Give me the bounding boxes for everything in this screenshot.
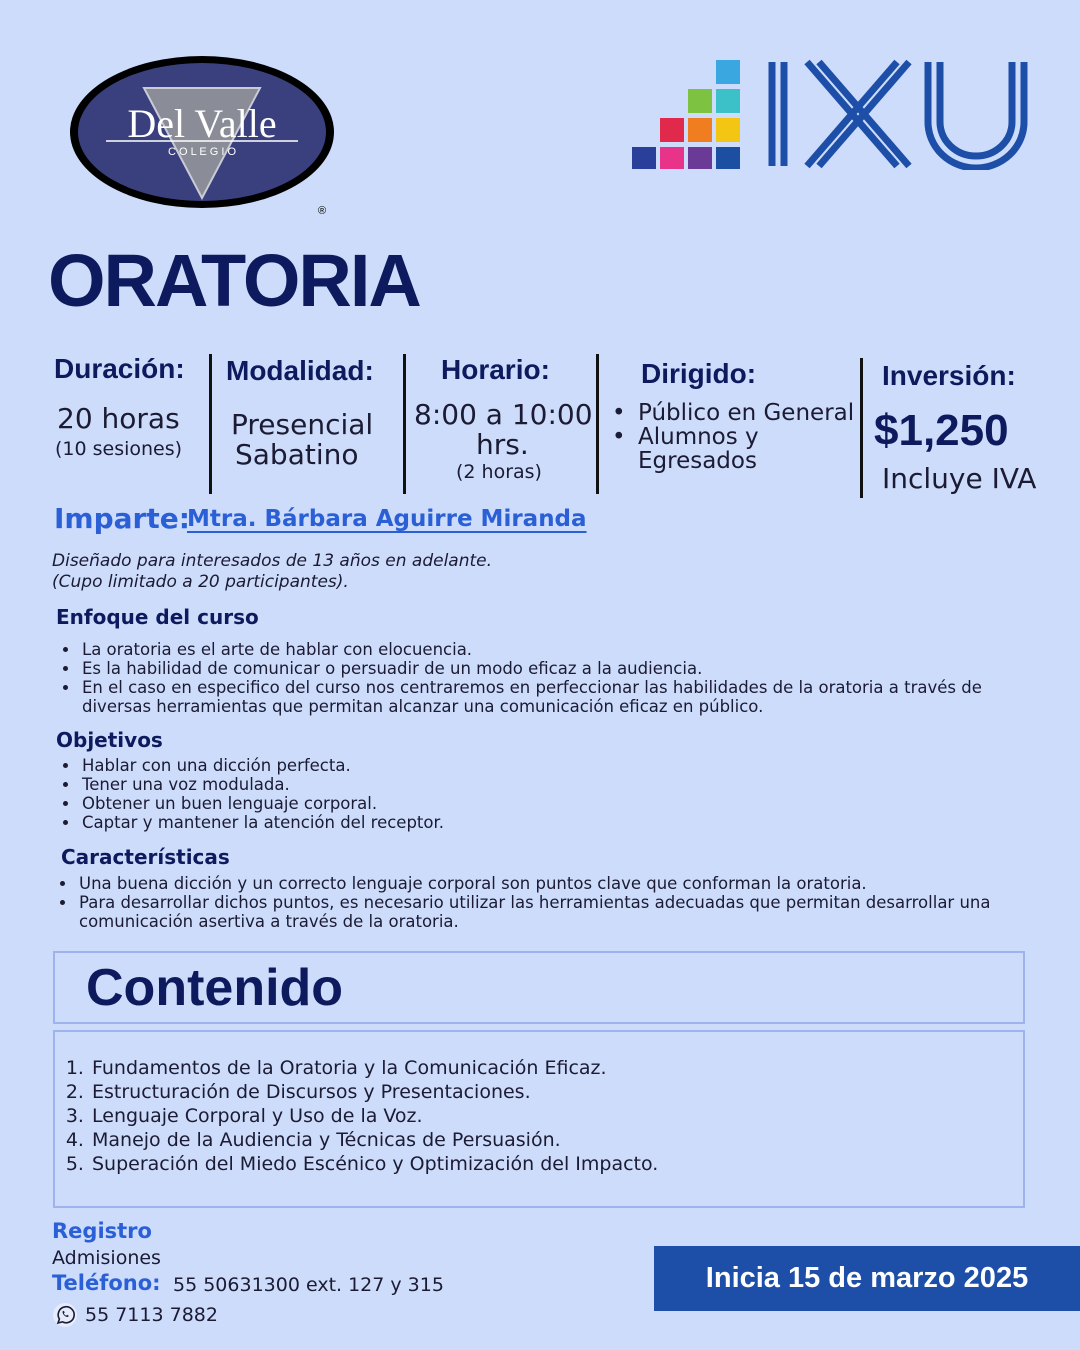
contenido-list — [70, 1056, 658, 1176]
list-item: • La oratoria es el arte de hablar con elocuencia. — [80, 640, 1040, 659]
ixu-logo — [632, 58, 1032, 170]
horario-line1: 8:00 a 10:00 — [414, 398, 593, 431]
enfoque-list — [56, 640, 1040, 716]
enfoque-heading: Enfoque del curso — [56, 605, 259, 629]
column-divider — [860, 358, 863, 498]
whatsapp-number[interactable]: 55 7113 7882 — [85, 1304, 218, 1326]
registered-mark: ® — [317, 205, 327, 217]
intro-line1: Diseñado para interesados de 13 años en adelante. — [52, 551, 493, 571]
list-item: Egresados — [638, 448, 757, 474]
horario-label: Horario: — [441, 354, 550, 385]
caracteristicas-list — [53, 874, 1017, 931]
horario-note: (2 horas) — [456, 461, 542, 483]
list-item: • Captar y mantener la atención del receptor. — [80, 813, 1040, 832]
column-divider — [403, 354, 406, 494]
list-item: 3. Lenguaje Corporal y Uso de la Voz. — [90, 1104, 658, 1128]
imparte-label: Imparte: — [54, 502, 190, 535]
list-item: • Alumnos y — [612, 424, 759, 450]
modalidad-line2: Sabatino — [235, 438, 359, 471]
modalidad-label: Modalidad: — [226, 355, 374, 386]
intro-line2: (Cupo limitado a 20 participantes). — [52, 572, 349, 592]
price: $1,250 — [874, 406, 1009, 455]
start-date: Inicia 15 de marzo 2025 — [705, 1262, 1029, 1294]
telefono-label: Teléfono: — [52, 1271, 161, 1295]
dirigido-label: Dirigido: — [641, 358, 757, 389]
price-note: Incluye IVA — [882, 462, 1037, 495]
caracteristicas-heading: Características — [61, 845, 230, 869]
instructor-link[interactable]: Mtra. Bárbara Aguirre Miranda — [187, 506, 587, 532]
list-item: • Es la habilidad de comunicar o persuadir de un modo eficaz a la audiencia. — [80, 659, 1040, 678]
list-item: 2. Estructuración de Discursos y Presentaciones. — [90, 1080, 658, 1104]
school-name: Del Valle — [127, 101, 277, 146]
school-subtitle: C O L E G I O — [167, 146, 237, 158]
list-item: • Para desarrollar dichos puntos, es necesario utilizar las herramientas adecuadas que permitan desarrollar una comunicación asertiva a través de la oratoria. — [77, 893, 1017, 931]
list-item: • Una buena dicción y un correcto lenguaje corporal son puntos clave que conforman la oratoria. — [77, 874, 1017, 893]
modalidad-line1: Presencial — [231, 408, 374, 441]
page-title: ORATORIA — [48, 239, 420, 322]
objetivos-list — [56, 756, 1040, 832]
list-item: 1. Fundamentos de la Oratoria y la Comunicación Eficaz. — [90, 1056, 658, 1080]
del-valle-logo — [66, 52, 338, 218]
objetivos-heading: Objetivos — [56, 728, 163, 752]
registro-sub: Admisiones — [52, 1247, 161, 1269]
duracion-value: 20 horas — [57, 402, 180, 435]
horario-line2: hrs. — [476, 428, 529, 461]
list-item: 5. Superación del Miedo Escénico y Optimización del Impacto. — [90, 1152, 658, 1176]
list-item: • Hablar con una dicción perfecta. — [80, 756, 1040, 775]
duracion-label: Duración: — [54, 353, 185, 384]
phone-number[interactable]: 55 50631300 ext. 127 y 315 — [173, 1274, 444, 1296]
contenido-heading: Contenido — [86, 959, 344, 1017]
list-item: 4. Manejo de la Audiencia y Técnicas de Persuasión. — [90, 1128, 658, 1152]
list-item: • Tener una voz modulada. — [80, 775, 1040, 794]
list-item: • En el caso en especifico del curso nos centraremos en perfeccionar las habilidades de la oratoria a través de diversas herramientas que permitan alcanzar una comunicación eficaz en público. — [80, 678, 1040, 716]
list-item: • Público en General — [612, 400, 855, 426]
inversion-label: Inversión: — [882, 360, 1016, 391]
column-divider — [596, 354, 599, 494]
start-date-banner — [654, 1246, 1080, 1311]
list-item: • Obtener un buen lenguaje corporal. — [80, 794, 1040, 813]
dirigido-list — [612, 401, 854, 473]
column-divider — [209, 354, 212, 494]
whatsapp-icon — [52, 1302, 78, 1328]
duracion-note: (10 sesiones) — [55, 438, 183, 460]
registro-label: Registro — [52, 1219, 152, 1243]
